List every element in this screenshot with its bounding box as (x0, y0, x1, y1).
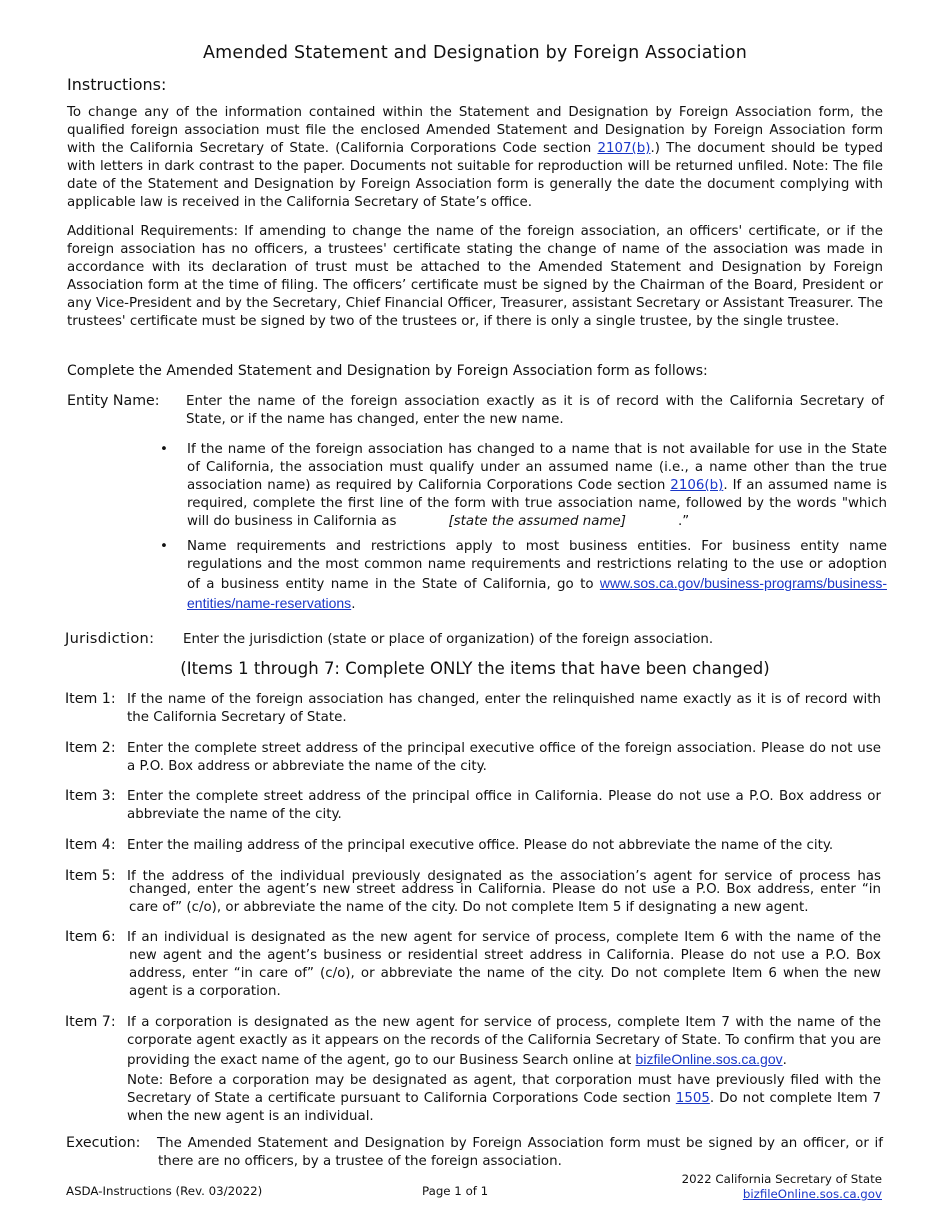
assumed-name-placeholder: [state the assumed name] (448, 514, 626, 529)
item-5-label: Item 5: (65, 868, 116, 884)
item-7-text-1: If a corporation is designated as the new agent for service of process, complete Item 7 with the name of the corporate agent exactly as it appears on the records of the California Secretary of State. To confirm that you are providing the exact name of the agent, go to our Business Search online at (127, 1015, 881, 1068)
code-2106b-link[interactable]: 2106(b) (670, 478, 724, 493)
additional-requirements-paragraph: Additional Requirements: If amending to change the name of the foreign association, an officers' certificate, or if the foreign association has no officers, a trustees' certificate stating the change of name of the association was made in accordance with its declaration of trust must be attached to the Amended Statement and Designation by Foreign Association form at the time of filing. The officers’ certificate must be signed by the Chairman of the Board, President or any Vice-President and by the Secretary, Chief Financial Officer, Treasurer, assistant Secretary or Assistant Treasurer. The trustees' certificate must be signed by two of the trustees or, if there is only a single trustee, by the single trustee. (67, 224, 883, 329)
intro-text-1: To change any of the information contained within the Statement and Designation by Foreign Association form, the qualified foreign association must file the enclosed Amended Statement and Designation by Foreign Association form with the California Secretary of State. (California Corporations Code section (67, 105, 883, 156)
item-4-label: Item 4: (65, 837, 116, 853)
intro-text-2: .) The document should be typed with letters in dark contrast to the paper. Documents not suitable for reproduction will be returned unfiled. Note: The file date of the Statement and Designation by Foreign Association form is generally the date the document complying with applicable law is received in the California Secretary of State’s office. (67, 141, 883, 210)
item-3-text: Enter the complete street address of the principal office in California. Please do not use a P.O. Box address or abbreviate the name of the city. (127, 789, 881, 822)
intro-paragraph (67, 104, 883, 212)
item-6-label: Item 6: (65, 929, 116, 945)
item-5-text: changed, enter the agent’s new street address in California. Please do not use a P.O. Box address, enter “in care of” (c/o), or abbreviate the name of the city. Do not complete Item 5 if designating a new agent. (129, 882, 881, 915)
item-5-line-1: If the address of the individual previously designated as the association’s agent for service of process has (127, 869, 881, 884)
item-2-label: Item 2: (65, 740, 116, 756)
item-6-line-1: If an individual is designated as the new agent for service of process, complete Item 6 with the name of the (127, 930, 881, 945)
footer-copyright (682, 1172, 882, 1202)
item-7-note (127, 1072, 881, 1126)
item-2-text: Enter the complete street address of the principal executive office of the foreign association. Please do not use a P.O. Box address or abbreviate the name of the city. (127, 741, 881, 774)
item-7-note-text-1: Note: Before a corporation may be designated as agent, that corporation must have previously filed with the Secretary of State a certificate pursuant to California Corporations Code section (127, 1073, 881, 1106)
entity-name-label: Entity Name: (67, 393, 160, 409)
entity-bullet-list-2 (160, 538, 887, 614)
item-1-text: If the name of the foreign association has changed, enter the relinquished name exactly as it is of record with the California Secretary of State. (127, 692, 881, 725)
bullet2-text-2: . (351, 597, 356, 612)
item-7-note-text-2: . Do not complete Item 7 when the new agent is an individual. (127, 1091, 881, 1124)
footer-bizfile-link[interactable]: bizfileOnline.sos.ca.gov (742, 1187, 882, 1201)
complete-form-heading: Complete the Amended Statement and Designation by Foreign Association form as follows: (67, 363, 708, 379)
assumed-name-bullet (160, 441, 887, 531)
execution-line-1: The Amended Statement and Designation by Foreign Association form must be signed by an officer, or if (157, 1136, 883, 1151)
item-1-label: Item 1: (65, 691, 116, 707)
bullet2-text-1: Name requirements and restrictions apply to most business entities. For business entity name regulations and the most common name requirements and restrictions relating to the use or adoption of a business entity name in the State of California, go to (187, 539, 887, 592)
entity-bullet-list-1 (160, 441, 887, 531)
instructions-heading: Instructions: (67, 75, 167, 94)
name-reservations-link[interactable]: www.sos.ca.gov/business-programs/business-entities/name-reservations (187, 575, 887, 611)
name-requirements-bullet (160, 538, 887, 614)
code-1505-link[interactable]: 1505 (675, 1091, 710, 1106)
item-4-text: Enter the mailing address of the principal executive office. Please do not abbreviate the name of the city. (127, 838, 834, 853)
page-number: Page 1 of 1 (422, 1184, 489, 1198)
entity-name-text: Enter the name of the foreign association exactly as it is of record with the California Secretary of State, or if the name has changed, enter the new name. (186, 394, 884, 427)
item-6-text: new agent and the agent’s business or residential street address in California. Please do not use a P.O. Box address, enter “in care of” (c/o), or abbreviate the name of the city. Do not complete Item 6 when the new agent is a corporation. (129, 948, 881, 999)
bizfile-online-link[interactable]: bizfileOnline.sos.ca.gov (635, 1051, 783, 1067)
jurisdiction-text: Enter the jurisdiction (state or place of organization) of the foreign association. (183, 632, 714, 647)
bullet1-text-1: If the name of the foreign association has changed to a name that is not available for use in the State of California, the association must qualify under an assumed name (i.e., a name other than the true association name) as required by California Corporations Code section (187, 442, 887, 493)
execution-label: Execution: (66, 1135, 141, 1151)
document-title: Amended Statement and Designation by Foreign Association (202, 43, 747, 63)
copyright-text: 2022 California Secretary of State (681, 1172, 882, 1186)
item-7-text-2: . (782, 1053, 787, 1068)
bullet1-text-3: .” (677, 514, 690, 529)
items-heading: (Items 1 through 7: Complete ONLY the items that have been changed) (180, 659, 770, 678)
item-7-text (127, 1014, 881, 1070)
code-2107b-link[interactable]: 2107(b) (597, 141, 651, 156)
item-3-label: Item 3: (65, 788, 116, 804)
execution-text: there are no officers, by a trustee of the foreign association. (158, 1154, 562, 1169)
item-7-label: Item 7: (65, 1014, 116, 1030)
form-revision: ASDA-Instructions (Rev. 03/2022) (66, 1184, 263, 1198)
bullet1-text-2: . If an assumed name is required, complete the first line of the form with true association name, followed by the words "which will do business in California as (187, 478, 887, 529)
jurisdiction-label: Jurisdiction: (65, 630, 155, 647)
